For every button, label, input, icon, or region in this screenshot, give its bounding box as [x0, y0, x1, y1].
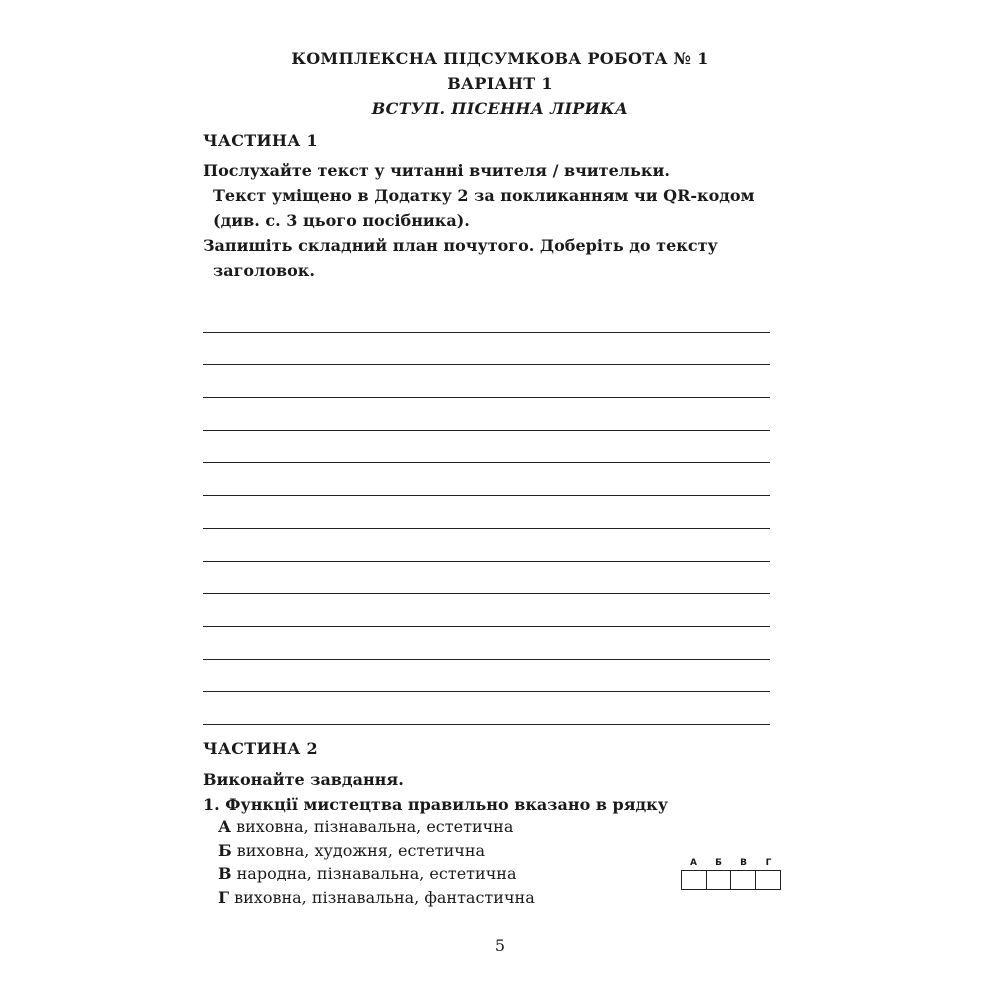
option-text: народна, пізнавальна, естетична — [231, 864, 517, 883]
answer-line[interactable] — [203, 463, 770, 496]
option-text: виховна, пізнавальна, фантастична — [229, 887, 535, 907]
answer-lines[interactable] — [203, 300, 770, 725]
instruction-line: Послухайте текст у читанні вчителя / вчительки. — [203, 161, 670, 180]
answer-line[interactable] — [203, 692, 770, 725]
option-letter: Б — [218, 840, 232, 860]
variant-title: ВАРІАНТ 1 — [447, 74, 553, 93]
answer-line[interactable] — [203, 365, 770, 398]
answer-line[interactable] — [203, 529, 770, 562]
option-letter: Г — [218, 887, 230, 907]
answer-cell-v[interactable] — [731, 871, 756, 889]
answer-line[interactable] — [203, 300, 770, 333]
option-v — [218, 862, 535, 886]
answer-line[interactable] — [203, 398, 770, 431]
grid-label-g: Г — [765, 858, 772, 868]
answer-line[interactable] — [203, 333, 770, 366]
grid-label-v: В — [740, 858, 747, 868]
option-a — [218, 815, 535, 839]
work-title: КОМПЛЕКСНА ПІДСУМКОВА РОБОТА № 1 — [291, 49, 709, 68]
grid-label-a: А — [690, 858, 697, 868]
part-2-instructions — [203, 767, 783, 817]
task-instruction: Виконайте завдання. — [203, 770, 404, 789]
answer-line[interactable] — [203, 496, 770, 529]
option-g — [218, 886, 535, 910]
instruction-line: (див. с. 3 цього посібника). — [213, 211, 470, 230]
question-1-text: 1. Функції мистецтва правильно вказано в рядку — [203, 795, 668, 814]
option-text: виховна, пізнавальна, естетична — [231, 817, 514, 836]
topic-title: ВСТУП. ПІСЕННА ЛІРИКА — [371, 99, 629, 118]
answer-grid — [681, 856, 781, 890]
instruction-line: Запишіть складний план почутого. Доберіть до тексту — [203, 236, 718, 255]
part-1-title: ЧАСТИНА 1 — [203, 131, 318, 150]
part-2-title: ЧАСТИНА 2 — [203, 739, 318, 758]
option-letter: А — [218, 817, 232, 836]
answer-line[interactable] — [203, 660, 770, 693]
answer-grid-labels — [681, 856, 781, 870]
answer-line[interactable] — [203, 431, 770, 464]
part-1-instructions — [203, 158, 783, 283]
answer-grid-cells — [681, 870, 781, 890]
grid-label-b: Б — [715, 858, 722, 868]
answer-cell-g[interactable] — [756, 871, 780, 889]
option-b — [218, 839, 535, 863]
option-letter: В — [218, 864, 232, 883]
answer-cell-a[interactable] — [682, 871, 707, 889]
question-1-options — [218, 815, 535, 909]
page-number: 5 — [494, 936, 506, 955]
instruction-line: Текст уміщено в Додатку 2 за покликанням чи QR-кодом — [213, 186, 755, 205]
answer-cell-b[interactable] — [707, 871, 732, 889]
answer-line[interactable] — [203, 594, 770, 627]
answer-line[interactable] — [203, 562, 770, 595]
answer-line[interactable] — [203, 627, 770, 660]
instruction-line: заголовок. — [213, 261, 315, 280]
option-text: виховна, художня, естетична — [231, 840, 486, 860]
page-header — [0, 46, 1000, 122]
